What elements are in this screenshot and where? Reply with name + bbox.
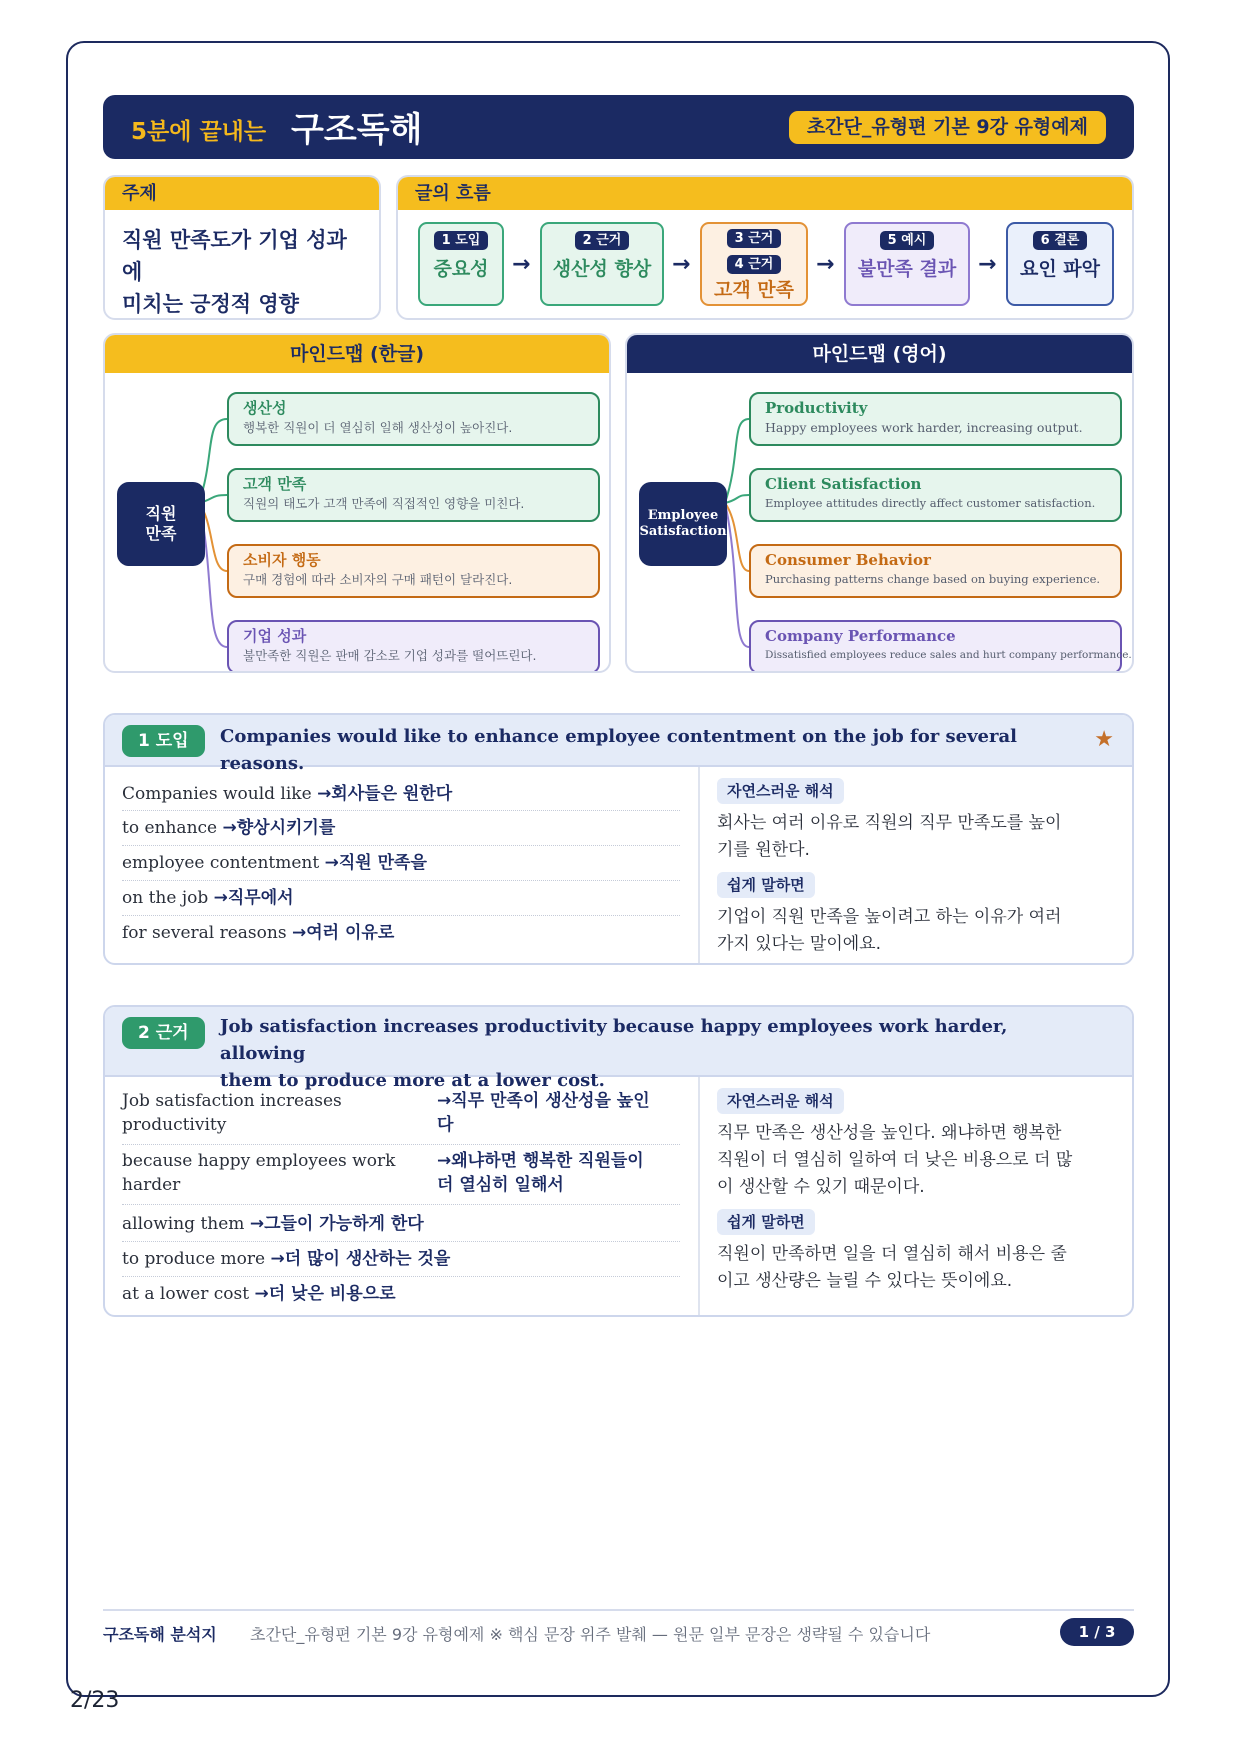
center-line: Employee [647, 508, 719, 523]
mindmap-en-node-consumer [749, 544, 1122, 598]
flow-step-tag: 2 근거 [575, 231, 630, 250]
sentence-line: Job satisfaction increases productivity because happy employees work harder, allowing [220, 1016, 1008, 1064]
natural-translation [717, 810, 1114, 864]
natural-translation [717, 1120, 1114, 1201]
flow-step-tag: 1 도입 [434, 231, 489, 250]
chunk-row [122, 881, 680, 916]
easy-explanation [717, 904, 1114, 958]
chunk-ko: →더 낮은 비용으로 [254, 1284, 396, 1304]
chunk-en: for several reasons [122, 923, 287, 943]
chunk-row [122, 777, 680, 811]
node-title: Productivity [765, 399, 868, 417]
sentence-card-1 [103, 713, 1134, 965]
flow-step-conclusion [1006, 222, 1114, 306]
node-title: Client Satisfaction [765, 475, 922, 493]
flow-step-tag: 3 근거 [727, 229, 782, 248]
center-line: Satisfaction [639, 524, 727, 539]
node-desc: Employee attitudes directly affect customer satisfaction. [765, 496, 1096, 510]
flow-step-label: 요인 파악 [1019, 258, 1101, 280]
flow-step-label: 중요성 [433, 258, 489, 280]
chunk-ko: →직무에서 [213, 888, 294, 908]
chunk-en: to enhance [122, 818, 218, 838]
card-tag: 1 도입 [122, 725, 205, 757]
mindmap-en-node-client [749, 468, 1122, 522]
text-line: 직무 만족은 생산성을 높인다. 왜냐하면 행복한 [717, 1123, 1062, 1143]
mindmap-ko-panel [103, 333, 611, 673]
chunk-ko: →회사들은 원한다 [317, 784, 453, 804]
text-line: harder [122, 1175, 181, 1195]
chunk-en: at a lower cost [122, 1284, 250, 1304]
card-sentence: Companies would like to enhance employee contentment on the job for several reasons. [220, 726, 1017, 774]
text-line: →직무 만족이 생산성을 높인 [437, 1091, 650, 1111]
chunk-ko: →여러 이유로 [291, 923, 395, 943]
mindmap-en-node-company [749, 620, 1132, 673]
text-line: 회사는 여러 이유로 직원의 직무 만족도를 높이 [717, 813, 1062, 833]
flow-step-tag: 6 결론 [1033, 231, 1088, 250]
card-body [105, 767, 1132, 963]
flow-step-reason [540, 222, 664, 306]
text-line: productivity [122, 1115, 227, 1135]
header-subtitle: 5분에 끝내는 [131, 119, 267, 145]
node-desc: Dissatisfied employees reduce sales and hurt company performance. [765, 649, 1132, 661]
chunk-row [122, 1089, 680, 1145]
node-title: 소비자 행동 [243, 551, 321, 569]
mindmap-en-panel [625, 333, 1134, 673]
chunk-en: to produce more [122, 1249, 266, 1269]
text-line: 직원이 더 열심히 일하여 더 낮은 비용으로 더 많 [717, 1150, 1073, 1170]
chunk-list [105, 767, 700, 963]
node-desc: Happy employees work harder, increasing output. [765, 420, 1083, 435]
flow-step-label: 생산성 향상 [552, 258, 652, 280]
text-line: 기업이 직원 만족을 높이려고 하는 이유가 여러 [717, 907, 1062, 927]
mindmap-en-node-productivity [749, 392, 1122, 446]
chunk-row [122, 916, 680, 951]
card-tag: 2 근거 [122, 1017, 205, 1049]
flow-step-tag: 4 근거 [727, 255, 782, 274]
node-title: Company Performance [765, 627, 956, 645]
flow-arrow: → [512, 252, 531, 277]
mindmap-ko-node-consumer [227, 544, 600, 598]
text-line: 가지 있다는 말이에요. [717, 934, 882, 954]
flow-arrow: → [672, 252, 691, 277]
sentence-line: them to produce more at a lower cost. [220, 1070, 605, 1091]
chunk-ko [437, 1149, 682, 1197]
node-desc: 직원의 태도가 고객 만족에 직접적인 영향을 미친다. [243, 496, 525, 511]
flow-arrow: → [816, 252, 835, 277]
flow-step-example [844, 222, 970, 306]
text-line: 기를 원한다. [717, 840, 810, 860]
chunk-en: Companies would like [122, 784, 312, 804]
card-head [105, 715, 1132, 774]
text-line: 다 [437, 1115, 454, 1135]
chunk-ko: →더 많이 생산하는 것을 [270, 1249, 451, 1269]
node-desc: 행복한 직원이 더 열심히 일해 생산성이 높아진다. [243, 420, 513, 435]
card-head [105, 1007, 1132, 1091]
text-line: →왜냐하면 행복한 직원들이 [437, 1151, 644, 1171]
text-line: 직원이 만족하면 일을 더 열심히 해서 비용은 줄 [717, 1244, 1067, 1264]
text-line: 이 생산할 수 있기 때문이다. [717, 1177, 925, 1197]
star-icon: ★ [1094, 727, 1114, 752]
flow-chain [398, 222, 1132, 314]
header-title: 구조독해 [291, 110, 423, 150]
mindmap-ko-title: 마인드맵 (한글) [105, 335, 609, 373]
node-title: 생산성 [243, 399, 287, 417]
footer-page-badge: 1 / 3 [1060, 1618, 1134, 1646]
chunk-row [122, 1277, 680, 1312]
footer-title: 구조독해 분석지 [103, 1625, 217, 1644]
chunk-row [122, 1207, 680, 1242]
flow-panel [396, 175, 1134, 320]
footer-note: 초간단_유형편 기본 9강 유형예제 ※ 핵심 문장 위주 발췌 — 원문 일부 문장은 생략될 수 있습니다 [250, 1625, 931, 1644]
flow-step-label: 고객 만족 [713, 279, 795, 301]
chunk-en [122, 1149, 422, 1197]
natural-translation-label: 자연스러운 해석 [717, 778, 844, 804]
topic-line: 미치는 긍정적 영향 [122, 292, 299, 316]
chunk-ko: →그들이 가능하게 한다 [249, 1214, 424, 1234]
chunk-en [122, 1089, 422, 1137]
natural-translation-label: 자연스러운 해석 [717, 1088, 844, 1114]
mindmap-ko-node-customer [227, 468, 600, 522]
flow-step-reason-2 [700, 222, 808, 306]
node-desc: Purchasing patterns change based on buying experience. [765, 572, 1101, 586]
sentence-card-2 [103, 1005, 1134, 1317]
flow-label: 글의 흐름 [398, 177, 1132, 210]
node-title: 고객 만족 [243, 475, 307, 493]
node-title: Consumer Behavior [765, 551, 931, 569]
topic-label: 주제 [105, 177, 379, 210]
mindmap-ko-center [117, 482, 205, 566]
chunk-en: allowing them [122, 1214, 245, 1234]
topic-text [105, 210, 379, 320]
flow-step-tag: 5 예시 [880, 231, 935, 250]
translation-panel [717, 778, 1114, 958]
topic-panel [103, 175, 381, 320]
topic-line: 직원 만족도가 기업 성과에 [122, 228, 347, 284]
easy-explanation-label: 쉽게 말하면 [717, 1209, 815, 1235]
node-desc: 불만족한 직원은 판매 감소로 기업 성과를 떨어뜨린다. [243, 648, 537, 663]
center-line: 직원 [145, 504, 177, 523]
header-banner [103, 95, 1134, 159]
flow-step-label: 불만족 결과 [857, 258, 957, 280]
chunk-list [105, 1077, 700, 1315]
chunk-en: employee contentment [122, 853, 320, 873]
lesson-badge: 초간단_유형편 기본 9강 유형예제 [789, 111, 1106, 144]
mindmap-en-center [639, 482, 727, 566]
chunk-row [122, 1242, 680, 1277]
center-line: 만족 [145, 524, 177, 543]
chunk-en: on the job [122, 888, 209, 908]
chunk-ko: →직원 만족을 [324, 853, 427, 873]
text-line: 더 열심히 일해서 [437, 1175, 564, 1195]
easy-explanation [717, 1241, 1114, 1295]
node-desc: 구매 경험에 따라 소비자의 구매 패턴이 달라진다. [243, 572, 513, 587]
flow-arrow: → [978, 252, 997, 277]
mindmap-ko-node-company [227, 620, 600, 673]
text-line: Job satisfaction increases [122, 1091, 342, 1111]
footer-divider [103, 1609, 1134, 1611]
chunk-ko [437, 1089, 682, 1137]
flow-step-intro [418, 222, 504, 306]
chunk-row [122, 846, 680, 881]
mindmap-ko-node-productivity [227, 392, 600, 446]
text-line: because happy employees work [122, 1151, 396, 1171]
chunk-ko: →향상시키기를 [222, 818, 336, 838]
text-line: 이고 생산량은 늘릴 수 있다는 뜻이에요. [717, 1271, 1013, 1291]
node-title: 기업 성과 [243, 627, 307, 645]
outer-page-number: 2/23 [70, 1688, 120, 1713]
translation-panel [717, 1088, 1114, 1295]
easy-explanation-label: 쉽게 말하면 [717, 872, 815, 898]
mindmap-en-title: 마인드맵 (영어) [627, 335, 1132, 373]
card-body [105, 1077, 1132, 1315]
chunk-row [122, 1149, 680, 1205]
chunk-row [122, 811, 680, 846]
